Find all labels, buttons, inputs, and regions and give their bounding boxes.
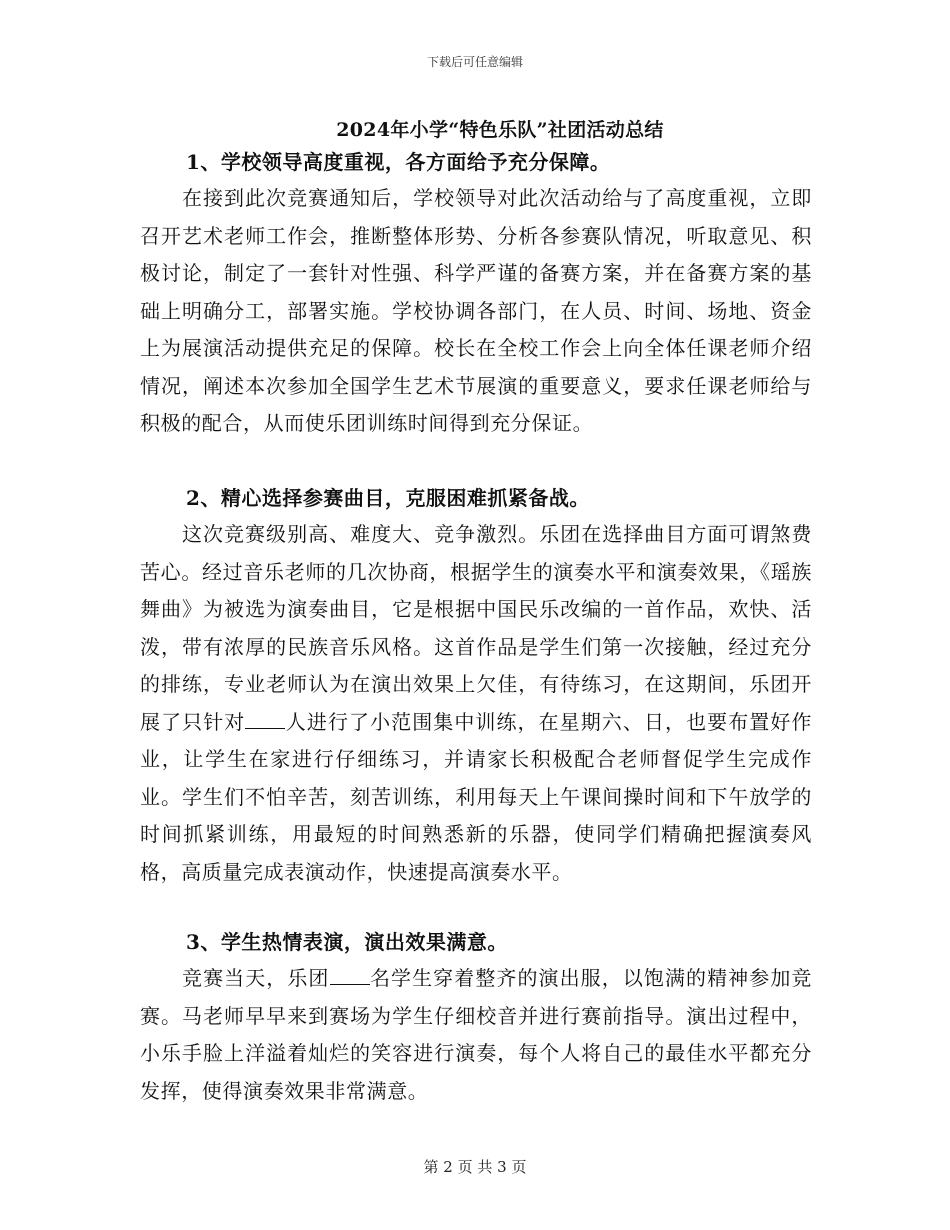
section-paragraph <box>140 516 812 891</box>
paragraph-text-part-a: 这次竞赛级别高、难度大、竞争激烈。乐团在选择曲目方面可谓煞费苦心。经过音乐老师的几次协商，根据学生的演奏水平和演奏效果，《瑶族舞曲》为被选为演奏曲目，它是根据中国民乐改编的一首作品，欢快、活泼，带有浓厚的民族音乐风格。这首作品是学生们第一次接触，经过充分的排练，专业老师认为在演出效果上欠佳，有待练习，在这期间，乐团开展了只针对 <box>140 522 812 734</box>
section-heading: 1、学校领导高度重视，各方面给予充分保障。 <box>186 150 611 174</box>
section-heading: 2、精心选择参赛曲目，克服困难抓紧备战。 <box>186 486 590 510</box>
section-heading: 3、学生热情表演，演出效果满意。 <box>186 930 508 954</box>
section-paragraph: 在接到此次竞赛通知后，学校领导对此次活动给与了高度重视，立即召开艺术老师工作会，推断整体形势、分析各参赛队情况，听取意见、积极讨论，制定了一套针对性强、科学严谨的备赛方案，并在备赛方案的基础上明确分工，部署实施。学校协调各部门，在人员、时间、场地、资金上为展演活动提供充足的保障。校长在全校工作会上向全体任课老师介绍情况，阐述本次参加全国学生艺术节展演的重要意义，要求任课老师给与积极的配合，从而使乐团训练时间得到充分保证。 <box>140 186 812 435</box>
paragraph-text-part-b: 人进行了小范围集中训练，在星期六、日，也要布置好作业，让学生在家进行仔细练习，并请家长积极配合老师督促学生完成作业。学生们不怕辛苦，刻苦训练，利用每天上午课间操时间和下午放学的时间抓紧训练，用最短的时间熟悉新的乐器，使同学们精确把握演奏风格，高质量完成表演动作，快速提高演奏水平。 <box>140 709 813 884</box>
fill-in-blank <box>245 710 285 729</box>
paragraph-text-part-a: 竞赛当天，乐团 <box>182 966 330 990</box>
fill-in-blank <box>330 966 370 985</box>
document-title: 2024年小学“特色乐队”社团活动总结 <box>336 119 664 141</box>
section-1 <box>140 144 812 443</box>
paragraph-text-part-b: 名学生穿着整齐的演出服，以饱满的精神参加竞赛。马老师早早来到赛场为学生仔细校音并进行赛前指导。演出过程中，小乐手脸上洋溢着灿烂的笑容进行演奏，每个人将自己的最佳水平都充分发挥，使得演奏效果非常满意。 <box>140 966 812 1103</box>
section-paragraph <box>140 960 812 1110</box>
section-2 <box>140 480 812 891</box>
page-header-note: 下载后可任意编辑 <box>426 55 523 69</box>
page-number-footer: 第 2 页 共 3 页 <box>423 1158 527 1176</box>
section-3 <box>140 924 812 1110</box>
